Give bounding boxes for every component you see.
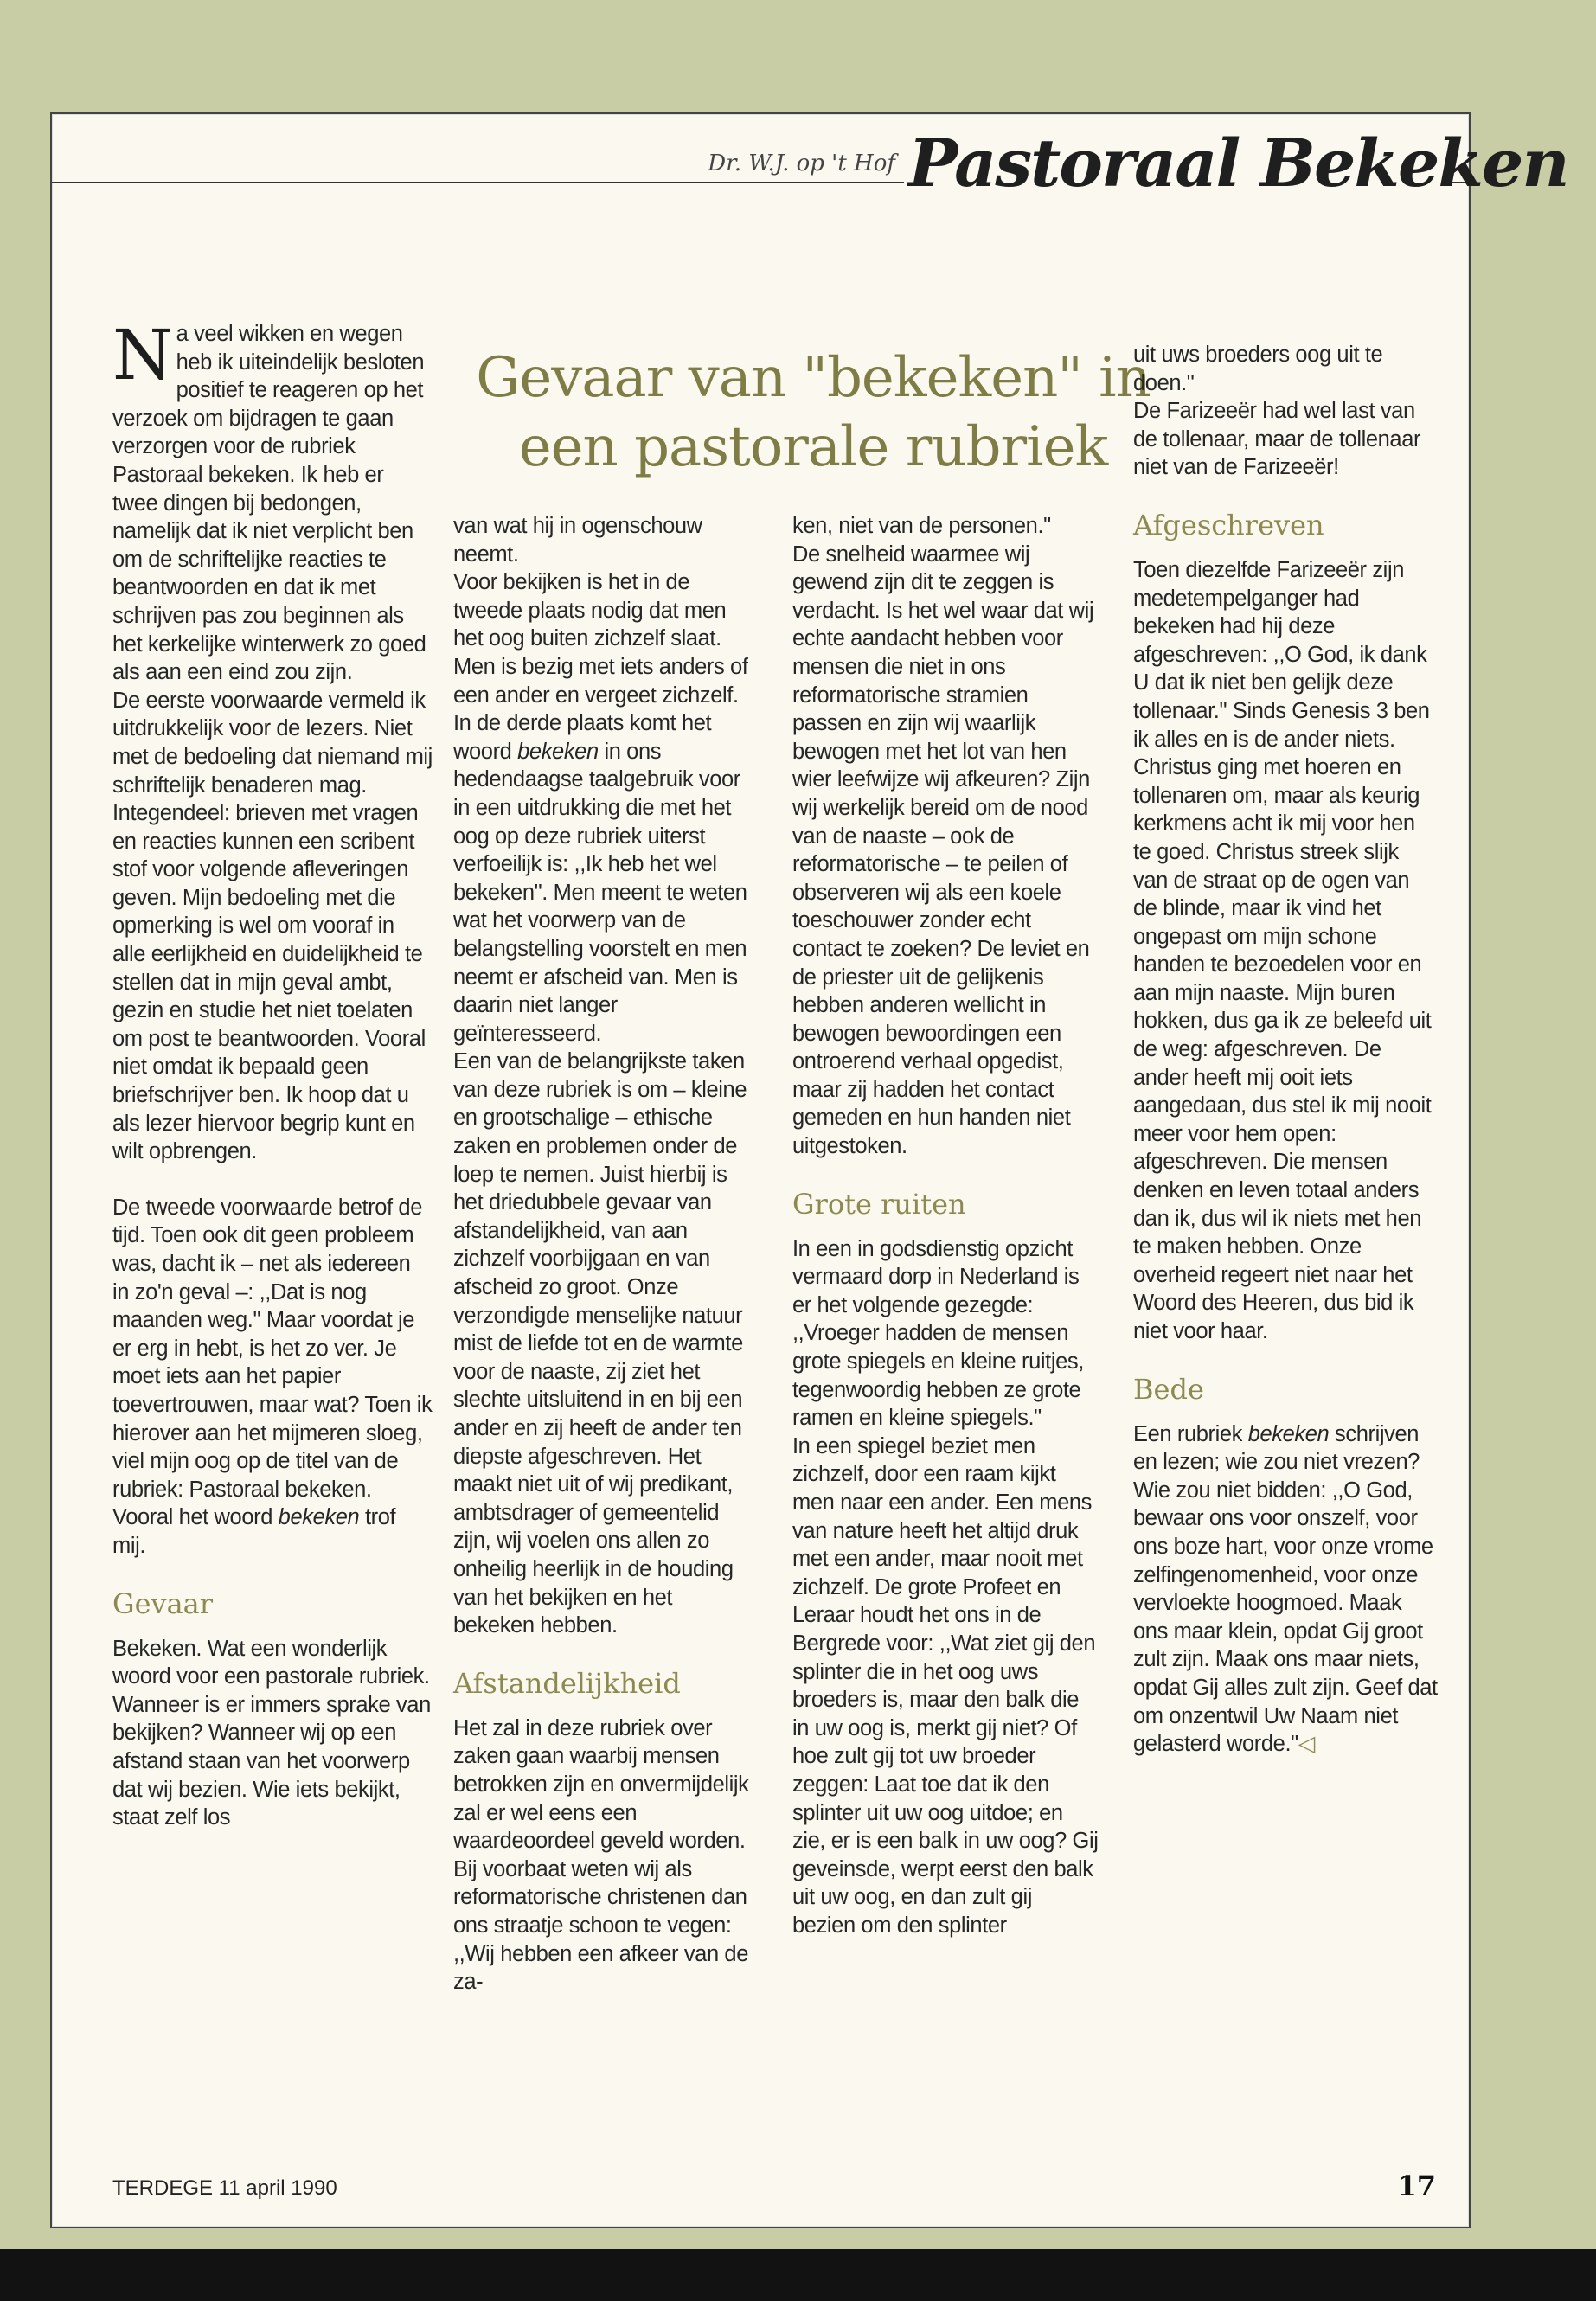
paragraph: De Farizeeër had wel last van de tollenaar, maar de tollenaar niet van de Farizeeër! <box>1133 399 1421 480</box>
paragraph: van wat hij in ogenschouw neemt. <box>453 514 702 567</box>
page-number: 17 <box>1397 2170 1436 2202</box>
column-4 <box>1133 341 1438 1759</box>
paragraph: In een in godsdienstig opzicht vermaard dorp in Nederland is er het volgende gezegde: ,,Vroeger hadden de mensen grote spiegels en kleine ruitjes, tegenwoordig hebben ze grote ramen en kleine spiegels." <box>792 1236 1084 1431</box>
subheading-gevaar: Gevaar <box>112 1586 214 1620</box>
subheading-afstandelijkheid: Afstandelijkheid <box>453 1666 681 1700</box>
column-1 <box>112 315 433 1832</box>
paragraph: In een spiegel beziet men zichzelf, door een raam kijkt men naar een ander. Een mens van nature heeft het altijd druk met een ander, maar nooit met zichzelf. De grote Profeet en Leraar houdt het ons in de Bergrede voor: ,,Wat ziet gij den splinter die in het oog uws broeders is, maar den balk die in uw oog is, merkt gij niet? Of hoe zult gij tot uw broeder zeggen: Laat toe dat ik den splinter uit uw oog uitdoe; en zie, er is een balk in uw oog? Gij geveinsde, werpt eerst den balk uit uw oog, en dan zult gij bezien om den splinter <box>792 1433 1099 1938</box>
paragraph: De snelheid waarmee wij gewend zijn dit te zeggen is verdacht. Is het wel waar dat wij echte aandacht hebben voor mensen die niet in ons reformatorische stramien passen en zijn wij waarlijk bewogen met het lot van hen wier leefwijze wij afkeuren? Zijn wij werkelijk bereid om de nood van de naaste – ook de reformatorische – te peilen of observeren wij als een koele toeschouwer zonder echt contact te zoeken? De leviet en de priester uit de gelijkenis hebben anderen wellicht in bewogen bewoordingen een ontroerend verhaal opgedist, maar zij hadden het contact gemeden en hun handen niet uitgestoken. <box>792 542 1094 1159</box>
paragraph: Bekeken. Wat een wonderlijk woord voor een pastorale rubriek. Wanneer is er immers sprake van bekijken? Wanneer wij op een afstand staan van het voorwerp dat wij bezien. Wie iets bekijkt, staat zelf los <box>112 1636 431 1830</box>
header-rule-left <box>52 182 904 183</box>
end-mark-icon: ◁ <box>1298 1732 1315 1757</box>
intro-paragraph: Na veel wikken en wegen heb ik uiteindelijk besloten positief te reageren op het verzoek om bijdragen te gaan verzorgen voor de rubriek Pastoraal bekeken. Ik heb er twee dingen bij bedongen, namelijk dat ik niet verplicht ben om de schriftelijke reacties te beantwoorden en dat ik met schrijven pas zou beginnen als het kerkelijke winterwerk zo goed als aan een eind zou zijn. <box>112 315 426 685</box>
scan-bottom-band <box>0 2249 1596 2301</box>
drop-cap: N <box>112 315 173 395</box>
paragraph: uit uws broeders oog uit te doen." <box>1133 343 1383 395</box>
article-headline: Gevaar van "bekeken" in een pastorale rubriek <box>476 346 1151 479</box>
paragraph: Voor bekijken is het in de tweede plaats nodig dat men het oog buiten zichzelf slaat. Men is bezig met iets anders of een ander en vergeet zichzelf. <box>453 570 748 708</box>
section-title: Pastoraal Bekeken <box>908 125 1568 202</box>
publication-footer: TERDEGE 11 april 1990 <box>112 2176 337 2200</box>
subheading-grote-ruiten: Grote ruiten <box>792 1187 966 1221</box>
subheading-bede: Bede <box>1133 1372 1204 1406</box>
paragraph: Een van de belangrijkste taken van deze rubriek is om – kleine en grootschalige – ethische zaken en problemen onder de loep te nemen. Juist hierbij is het driedubbele gevaar van afstandelijkheid, van aan zichzelf voorbijgaan en van afscheid zo groot. Onze verzondigde menselijke natuur mist de liefde tot en de warmte voor de naaste, zij ziet het slechte uitsluitend in en bij een ander en zij heeft de ander ten diepste afgeschreven. Het maakt niet uit of wij predikant, ambtsdrager of gemeentelid zijn, wij voelen ons allen zo onheilig heerlijk in de houding van het bekijken en het bekeken hebben. <box>453 1049 747 1638</box>
paragraph: Het zal in deze rubriek over zaken gaan waarbij mensen betrokken zijn en onvermijdelijk zal er wel eens een waardeoordeel geveld worden. Bij voorbaat weten wij als reformatorische christenen dan ons straatje schoon te vegen: ,,Wij hebben een afkeer van de za- <box>453 1715 749 1995</box>
paragraph: ken, niet van de personen." <box>792 514 1051 538</box>
column-3 <box>792 512 1099 1940</box>
column-2 <box>453 512 758 1997</box>
paragraph: Een rubriek bekeken schrijven en lezen; wie zou niet vrezen? Wie zou niet bidden: ,,O God, bewaar ons voor onszelf, voor ons boze hart, voor onze vrome zelfingenomenheid, voor onze vervloekte hoogmoed. Maak ons maar klein, opdat Gij groot zult zijn. Maak ons maar niets, opdat Gij alles zult zijn. Geef dat om onzentwil Uw Naam niet gelasterd worde."◁ <box>1133 1421 1438 1757</box>
paragraph: De tweede voorwaarde betrof de tijd. Toen ook dit geen probleem was, dacht ik – net als iedereen in zo'n geval –: ,,Dat is nog maanden weg." Maar voordat je er erg in hebt, is het zo ver. Je moet iets aan het papier toevertrouwen, maar wat? Toen ik hierover aan het mijmeren sloeg, viel mijn oog op de titel van de rubriek: Pastoraal bekeken. Vooral het woord bekeken trof mij. <box>112 1195 433 1558</box>
paragraph: In de derde plaats komt het woord bekeken in ons hedendaagse taalgebruik voor in een uitdrukking die met het oog op deze rubriek uiterst verfoeilijk is: ,,Ik heb het wel bekeken". Men meent te weten wat het voorwerp van de belangstelling voorstelt en men neemt er afscheid van. Men is daarin niet langer geïnteresseerd. <box>453 711 747 1046</box>
author-byline: Dr. W.J. op 't Hof <box>708 151 895 176</box>
subheading-afgeschreven: Afgeschreven <box>1133 508 1324 542</box>
paragraph: De eerste voorwaarde vermeld ik uitdrukkelijk voor de lezers. Niet met de bedoeling dat niemand mij schriftelijk benaderen mag. Integendeel: brieven met vragen en reacties kunnen een scribent stof voor volgende afleveringen geven. Mijn bedoeling met die opmerking is wel om vooraf in alle eerlijkheid en duidelijkheid te stellen dat in mijn geval ambt, gezin en studie het niet toelaten om post te beantwoorden. Vooral niet omdat ik bepaald geen briefschrijver ben. Ik hoop dat u als lezer hiervoor begrip kunt en wilt opbrengen. <box>112 688 433 1164</box>
magazine-page <box>50 112 1568 2228</box>
paragraph: Toen diezelfde Farizeeër zijn medetempelganger had bekeken had hij deze afgeschreven: ,,O God, ik dank U dat ik niet ben gelijk deze tollenaar." Sinds Genesis 3 ben ik alles en is de ander niets. Christus ging met hoeren en tollenaren om, maar als keurig kerkmens acht ik mij voor hen te goed. Christus streek slijk van de straat op de ogen van de blinde, maar ik vind het ongepast om mijn schone handen te bezoedelen voor en aan mijn naaste. Mijn buren hokken, dus ga ik ze beleefd uit de weg: afgeschreven. De ander heeft mij ooit iets aangedaan, dus stel ik mij nooit meer voor hem open: afgeschreven. Die mensen denken en leven totaal anders dan ik, dus wil ik niets met hen te maken hebben. Onze overheid regeert niet naar het Woord des Heeren, dus bid ik niet voor haar. <box>1133 557 1432 1343</box>
